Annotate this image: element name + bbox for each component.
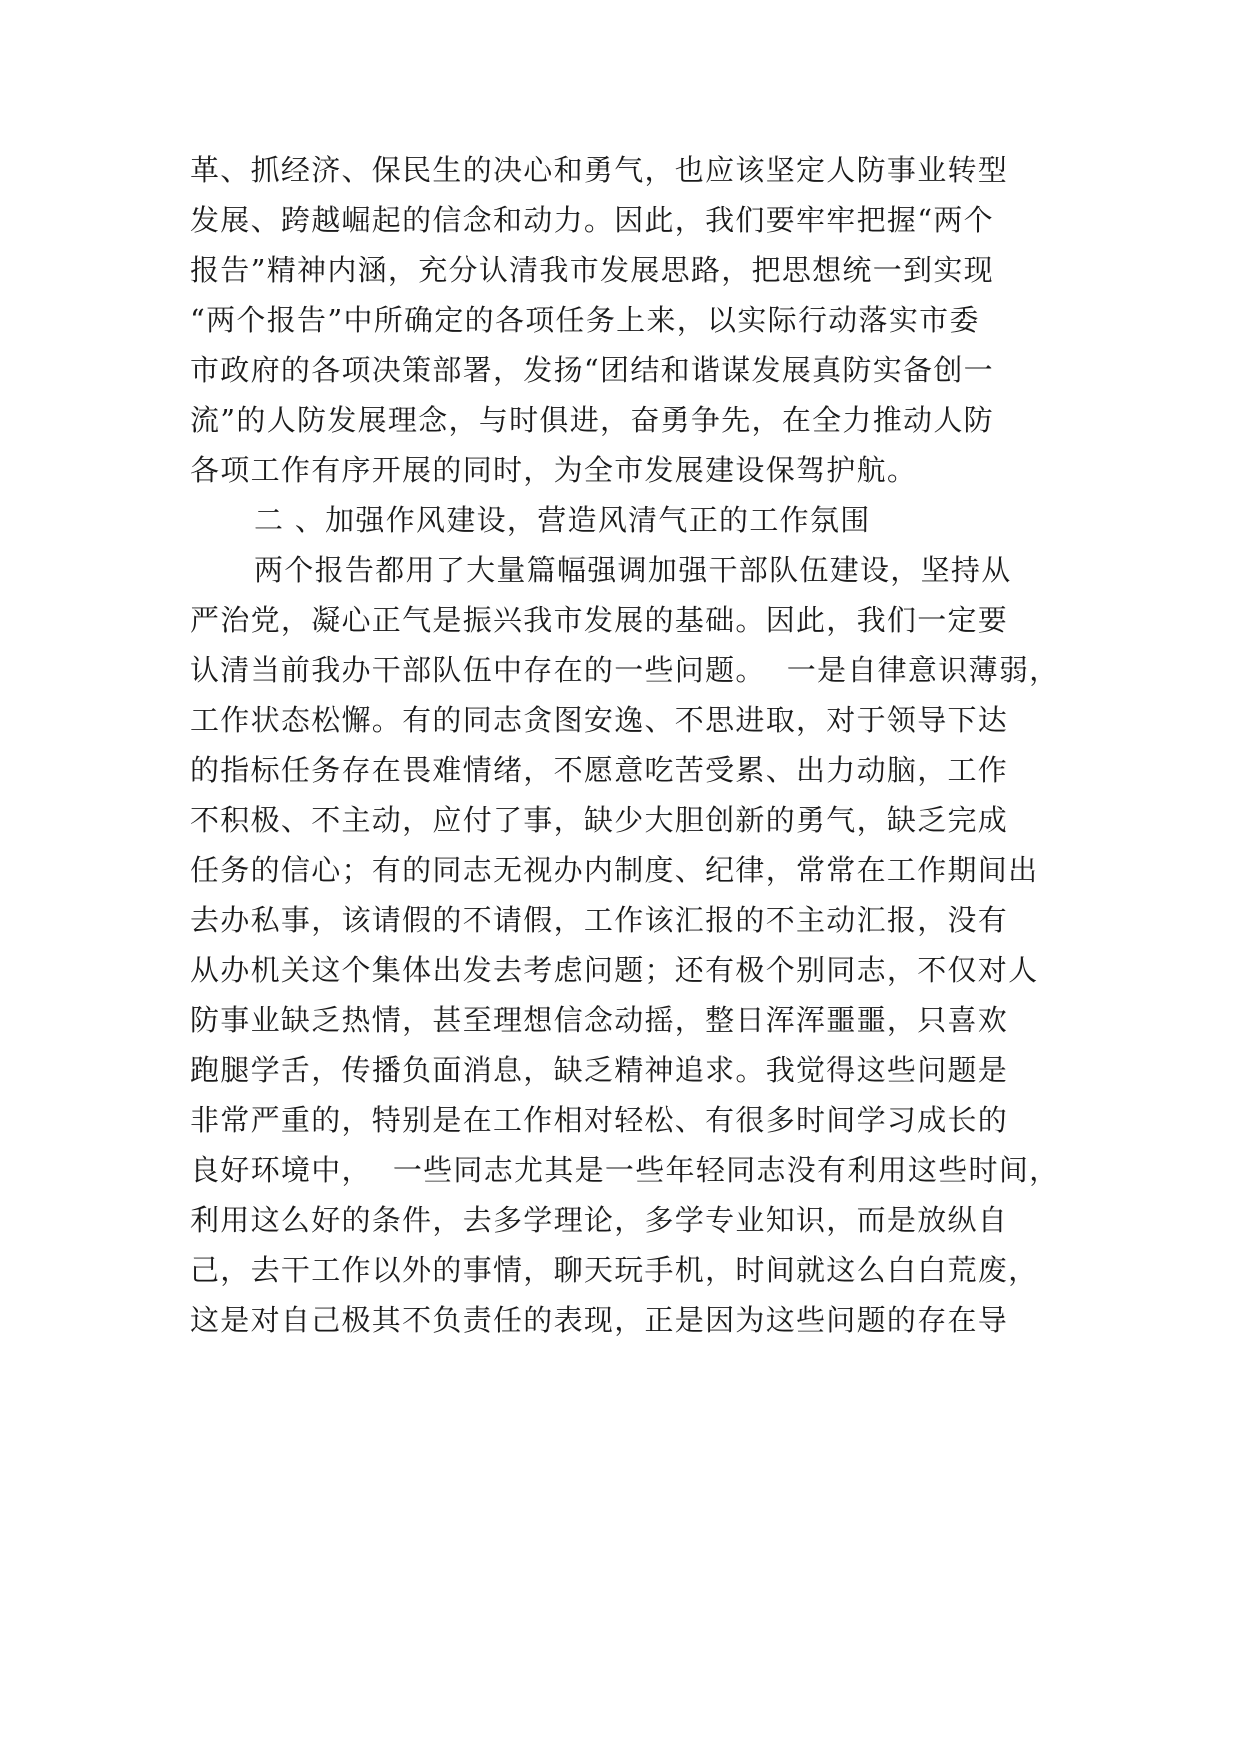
text-line: 利用这么好的条件，去多学理论，多学专业知识，而是放纵自 (190, 1203, 1009, 1237)
text-line: 己，去干工作以外的事情，聊天玩手机，时间就这么白白荒废， (190, 1253, 1039, 1287)
text-line: 非常严重的，特别是在工作相对轻松、有很多时间学习成长的 (190, 1103, 1009, 1137)
text-line: 工作状态松懈。有的同志贪图安逸、不思进取，对于领导下达 (190, 703, 1009, 737)
text-line: 革、抓经济、保民生的决心和勇气，也应该坚定人防事业转型 (190, 153, 1009, 187)
text-line: 流”的人防发展理念，与时俱进，奋勇争先，在全力推动人防 (190, 403, 994, 437)
text-line: 良好环境中， 一些同志尤其是一些年轻同志没有利用这些时间， (190, 1153, 1060, 1187)
text-line: 跑腿学舌，传播负面消息，缺乏精神追求。我觉得这些问题是 (190, 1053, 1009, 1087)
text-line: 认清当前我办干部队伍中存在的一些问题。 一是自律意识薄弱， (190, 653, 1060, 687)
text-line: 去办私事，该请假的不请假，工作该汇报的不主动汇报，没有 (190, 903, 1009, 937)
text-line: 报告”精神内涵，充分认清我市发展思路，把思想统一到实现 (190, 253, 994, 287)
text-line: 两个报告都用了大量篇幅强调加强干部队伍建设，坚持从 (254, 553, 1012, 587)
text-line: 严治党，凝心正气是振兴我市发展的基础。因此，我们一定要 (190, 603, 1009, 637)
text-line: 发展、跨越崛起的信念和动力。因此，我们要牢牢把握“两个 (190, 203, 994, 237)
text-line: 从办机关这个集体出发去考虑问题；还有极个别同志，不仅对人 (190, 953, 1039, 987)
text-line: “两个报告”中所确定的各项任务上来，以实际行动落实市委 (190, 303, 980, 337)
text-line: 不积极、不主动，应付了事，缺少大胆创新的勇气，缺乏完成 (190, 803, 1009, 837)
body-text (190, 145, 1060, 1345)
text-line: 各项工作有序开展的同时，为全市发展建设保驾护航。 (190, 453, 918, 487)
text-line: 防事业缺乏热情，甚至理想信念动摇，整日浑浑噩噩，只喜欢 (190, 1003, 1009, 1037)
text-line: 的指标任务存在畏难情绪，不愿意吃苦受累、出力动脑，工作 (190, 753, 1009, 787)
text-line: 这是对自己极其不负责任的表现，正是因为这些问题的存在导 (190, 1303, 1009, 1337)
text-line: 任务的信心；有的同志无视办内制度、纪律，常常在工作期间出 (190, 853, 1039, 887)
text-line: 市政府的各项决策部署，发扬“团结和谐谋发展真防实备创一 (190, 353, 994, 387)
section-heading: 二 、加强作风建设，营造风清气正的工作氛围 (254, 503, 871, 537)
